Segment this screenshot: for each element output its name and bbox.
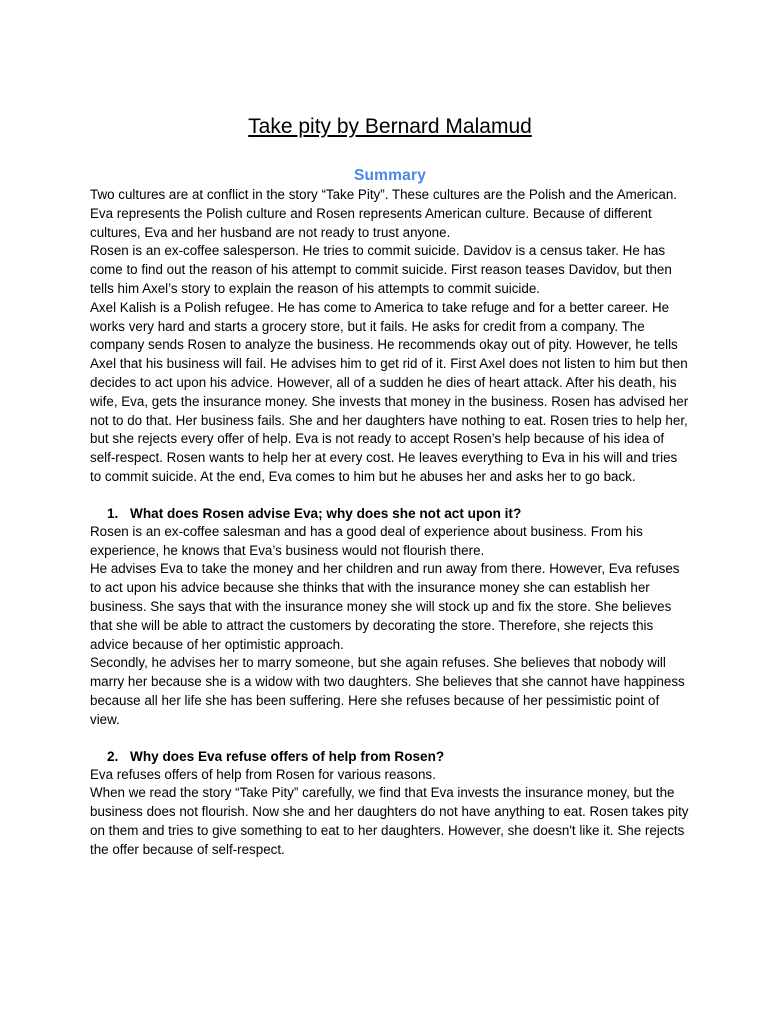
answer-paragraph: Rosen is an ex-coffee salesman and has a good deal of experience about business. From his experience, he knows that Eva’s business would not flourish there. [90,523,643,558]
summary-heading: Summary [353,167,427,184]
answer-paragraph: He advises Eva to take the money and her children and run away from there. However, Eva refuses to act upon his advice because she thinks that with the insurance money she can establish her business. She says that with the insurance money she will stock up and fix the store. She believes that she will be able to attract the customers by decorating the store. Therefore, she rejects this advice because of her optimistic approach. [90,561,680,652]
question-section-2 [90,747,690,860]
question-number: 1. [107,505,119,521]
question-heading [90,747,690,766]
document-page [90,112,690,860]
summary-paragraph: Rosen is an ex-coffee salesperson. He tries to commit suicide. Davidov is a census taker. He has come to find out the reason of his attempt to commit suicide. First reason teases Davidov, but then tells him Axel’s story to explain the reason of his attempts to commit suicide. [90,243,672,296]
answer-paragraph: When we read the story “Take Pity” carefully, we find that Eva invests the insurance money, but the business does not flourish. Now she and her daughters do not have anything to eat. Rosen takes pity on them and tries to give something to eat to her daughters. However, she doesn't like it. She rejects the offer because of self-respect. [90,785,689,857]
question-heading [90,504,690,523]
question-number: 2. [107,748,119,764]
question-text: What does Rosen advise Eva; why does she not act upon it? [130,505,522,521]
summary-paragraph: Two cultures are at conflict in the story “Take Pity”. These cultures are the Polish and the American. Eva represents the Polish culture and Rosen represents American culture. Because of different cultures, Eva and her husband are not ready to trust anyone. [90,187,677,240]
question-section-1 [90,504,690,730]
summary-section [90,186,690,487]
summary-paragraph: Axel Kalish is a Polish refugee. He has come to America to take refuge and for a better career. He works very hard and starts a grocery store, but it fails. He asks for credit from a company. The company sends Rosen to analyze the business. He recommends okay out of pity. However, he tells Axel that his business will fail. He advises him to get rid of it. First Axel does not listen to him but then decides to act upon his advice. However, all of a sudden he dies of heart attack. After his death, his wife, Eva, gets the insurance money. She invests that money in the business. Rosen has advised her not to do that. Her business fails. She and her daughters have nothing to eat. Rosen tries to help her, but she rejects every offer of help. Eva is not ready to accept Rosen’s help because of his idea of self-respect. Rosen wants to help her at every cost. He leaves everything to Eva in his will and tries to commit suicide. At the end, Eva comes to him but he abuses her and asks her to go back. [90,299,689,484]
question-text: Why does Eva refuse offers of help from Rosen? [130,748,445,764]
answer-paragraph: Secondly, he advises her to marry someone, but she again refuses. She believes that nobody will marry her because she is a widow with two daughters. She believes that she cannot have happiness because all her life she has been suffering. Here she refuses because of her pessimistic point of view. [90,655,685,727]
document-title: Take pity by Bernard Malamud [248,115,532,138]
answer-paragraph: Eva refuses offers of help from Rosen for various reasons. [90,766,436,782]
